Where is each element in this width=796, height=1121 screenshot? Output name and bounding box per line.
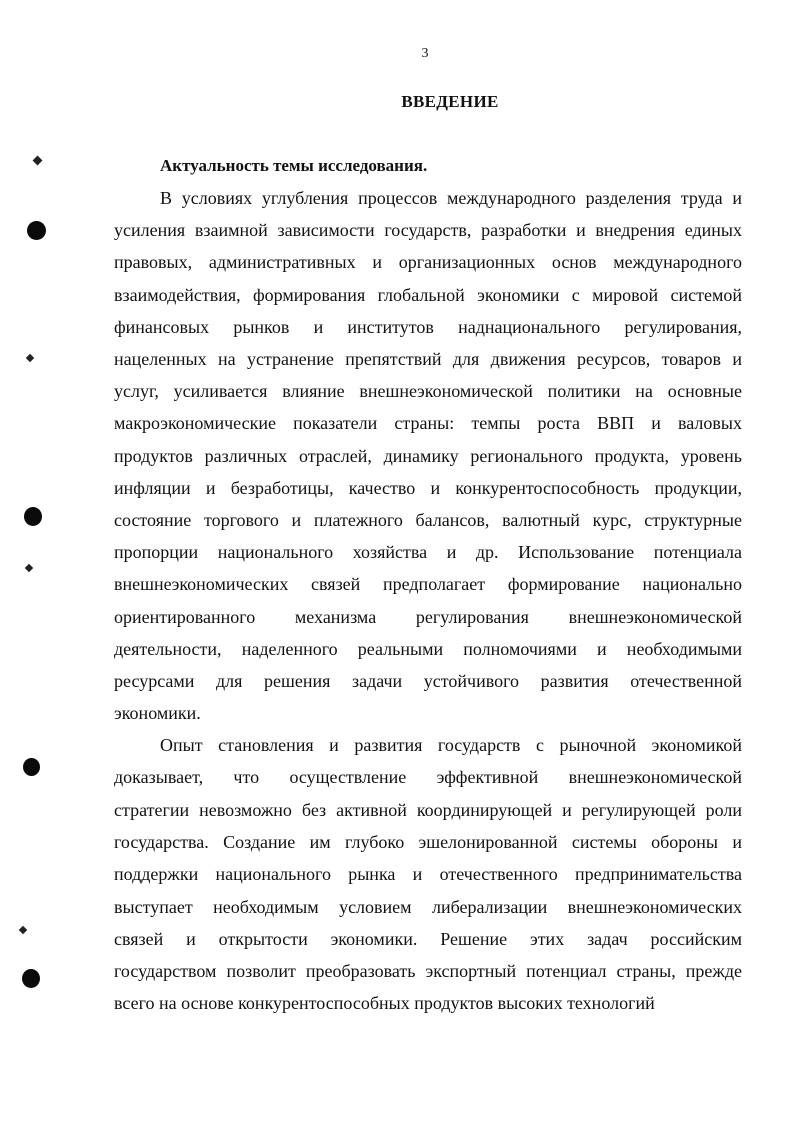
scan-speck: [25, 564, 33, 572]
text-line: В условиях углубления процессов международного разделения труда и: [160, 188, 742, 208]
text-line: пропорции национального хозяйства и др. Использование потенциала: [114, 542, 742, 563]
text-line: нацеленных на устранение препятствий для движения ресурсов, товаров и: [114, 349, 742, 369]
text-line: ресурсами для решения задачи устойчивого развития отечественной: [114, 671, 742, 691]
text-line: инфляции и безработицы, качество и конкурентоспособность продукции,: [114, 477, 742, 498]
text-line: финансовых рынков и институтов наднационального регулирования,: [114, 316, 742, 337]
page-number: 3: [421, 46, 429, 61]
text-line: продуктов различных отраслей, динамику регионального продукта, уровень: [114, 445, 742, 466]
text-line: усиления взаимной зависимости государств, разработки и внедрения единых: [114, 220, 742, 241]
scan-speck: [19, 926, 27, 934]
page-heading: ВВЕДЕНИЕ: [401, 92, 499, 111]
binder-hole: [22, 969, 40, 988]
text-line: ориентированного механизма регулирования внешнеэкономической: [114, 606, 742, 627]
text-line: услуг, усиливается влияние внешнеэкономической политики на основные: [114, 381, 742, 402]
text-line: взаимодействия, формирования глобальной экономики с мировой системой: [114, 284, 742, 305]
text-line: Опыт становления и развития государств с рыночной экономикой: [160, 735, 742, 755]
text-line: правовых, административных и организационных основ международного: [114, 252, 742, 273]
text-line: состояние торгового и платежного балансов, валютный курс, структурные: [114, 510, 742, 530]
text-line: всего на основе конкурентоспособных продуктов высоких технологий: [114, 993, 655, 1014]
text-line: государством позволит преобразовать экспортный потенциал страны, прежде: [114, 961, 742, 982]
text-line: государства. Создание им глубоко эшелонированной системы обороны и: [114, 831, 742, 852]
binder-hole: [27, 221, 46, 240]
text-line: доказывает, что осуществление эффективной внешнеэкономической: [114, 767, 742, 788]
text-line: макроэкономические показатели страны: темпы роста ВВП и валовых: [114, 413, 742, 434]
text-line: поддержки национального рынка и отечественного предпринимательства: [114, 864, 742, 885]
scan-speck: [26, 354, 34, 362]
binder-hole: [23, 758, 40, 776]
text-line: выступает необходимым условием либерализации внешнеэкономических: [114, 896, 742, 917]
text-line: внешнеэкономических связей предполагает формирование национально: [114, 574, 742, 595]
text-line: деятельности, наделенного реальными полномочиями и необходимыми: [114, 638, 742, 659]
text-line: экономики.: [114, 703, 201, 724]
text-line: стратегии невозможно без активной координирующей и регулирующей роли: [114, 799, 742, 820]
binder-hole: [24, 507, 42, 526]
section-title: Актуальность темы исследования.: [160, 156, 428, 175]
scan-speck: [33, 156, 43, 166]
text-line: связей и открытости экономики. Решение этих задач российским: [114, 928, 742, 949]
